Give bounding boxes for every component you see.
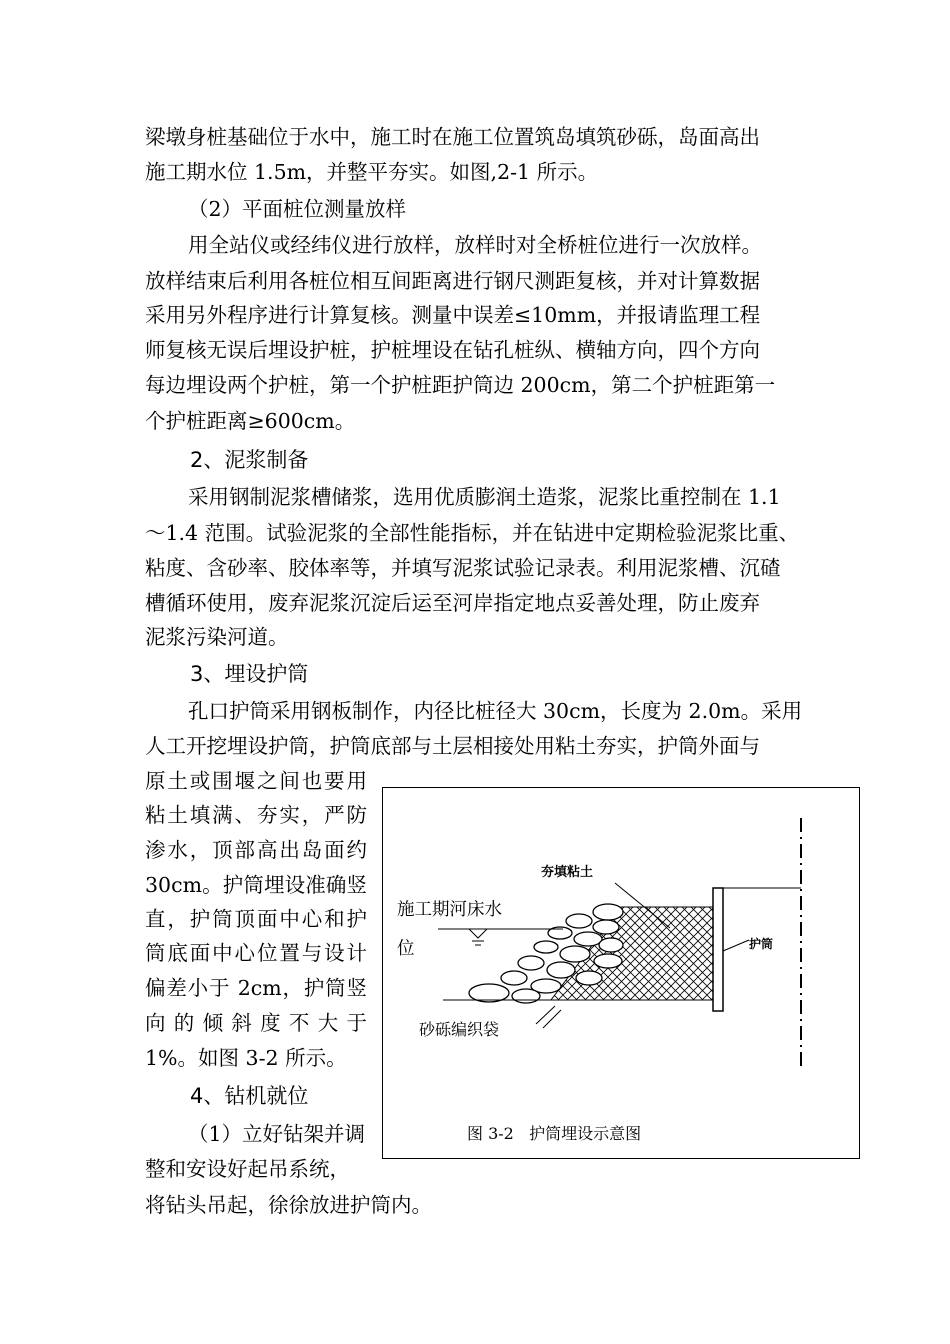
- section-title: 3、埋设护筒: [190, 662, 309, 686]
- paragraph4-line: 向 的 倾 斜 度 不 大 于: [145, 1011, 367, 1035]
- paragraph5-line: 将钻头吊起，徐徐放进护筒内。: [145, 1193, 432, 1217]
- paragraph2-line: 放样结束后利用各桩位相互间距离进行钢尺测距复核，并对计算数据: [145, 269, 760, 293]
- casing-wall: [713, 888, 723, 1011]
- paragraph4-line: 30cm。护筒埋设准确竖: [145, 873, 367, 897]
- paragraph3-line: 粘度、含砂率、胶体率等，并填写泥浆试验记录表。利用泥浆槽、沉碴: [145, 556, 781, 580]
- paragraph4-line: 偏差小于 2cm，护筒竖: [145, 976, 367, 1000]
- paragraph3-line: 泥浆污染河道。: [145, 625, 289, 649]
- paragraph2-line: 每边埋设两个护桩，第一个护桩距护筒边 200cm，第二个护桩距第一: [145, 373, 776, 397]
- paragraph4-line: 孔口护筒采用钢板制作，内径比桩径大 30cm，长度为 2.0m。采用: [188, 699, 803, 723]
- paragraph3-line: ～1.4 范围。试验泥浆的全部性能指标，并在钻进中定期检验泥浆比重、: [145, 521, 800, 545]
- fill-clay-label: 夯填粘土: [541, 865, 594, 880]
- paragraph5-line: 整和安设好起吊系统，: [145, 1157, 350, 1181]
- paragraph3-line: 槽循环使用，废弃泥浆沉淀后运至河岸指定地点妥善处理，防止废弃: [145, 591, 760, 615]
- paragraph4-line: 原土或围堰之间也要用: [145, 769, 367, 793]
- paragraph4-line: 人工开挖埋设护筒，护筒底部与土层相接处用粘土夯实，护筒外面与: [145, 734, 760, 758]
- paragraph4-line: 粘土填满、夯实，严防: [145, 803, 367, 827]
- figure-caption: 图 3-2 护筒埋设示意图: [467, 1124, 642, 1143]
- paragraph2-line: 个护桩距离≥600cm。: [145, 409, 356, 433]
- paragraph4-line: 渗水，顶部高出岛面约: [145, 838, 367, 862]
- paragraph5-line: （1）立好钻架并调: [188, 1122, 366, 1146]
- paragraph4-line: 筒底面中心位置与设计: [145, 941, 367, 965]
- water-level-label: 施工期河床水: [397, 900, 502, 920]
- casing-diagram-figure: [382, 787, 860, 1159]
- section-title: 2、泥浆制备: [190, 448, 309, 472]
- casing-diagram: [383, 788, 861, 1160]
- water-level-label: 位: [397, 939, 415, 959]
- paragraph2-line: 用全站仪或经纬仪进行放样，放样时对全桥桩位进行一次放样。: [188, 233, 762, 257]
- section-title: 4、钻机就位: [190, 1084, 309, 1108]
- casing-label: 护筒: [749, 937, 774, 951]
- paragraph2-line: 采用另外程序进行计算复核。测量中误差≤10mm，并报请监理工程: [145, 303, 761, 327]
- subsection-title: （2）平面桩位测量放样: [188, 197, 407, 221]
- gravel-bags-label: 砂砾编织袋: [419, 1020, 500, 1039]
- paragraph4-line: 直，护筒顶面中心和护: [145, 907, 367, 931]
- paragraph3-line: 采用钢制泥浆槽储浆，选用优质膨润土造浆，泥浆比重控制在 1.1: [188, 485, 781, 509]
- paragraph2-line: 师复核无误后埋设护桩，护桩埋设在钻孔桩纵、横轴方向，四个方向: [145, 338, 760, 362]
- paragraph4-line: 1%。如图 3-2 所示。: [145, 1046, 347, 1070]
- paragraph1-line: 梁墩身桩基础位于水中，施工时在施工位置筑岛填筑砂砾，岛面高出: [145, 125, 760, 149]
- paragraph1-line: 施工期水位 1.5m，并整平夯实。如图,2-1 所示。: [145, 160, 599, 184]
